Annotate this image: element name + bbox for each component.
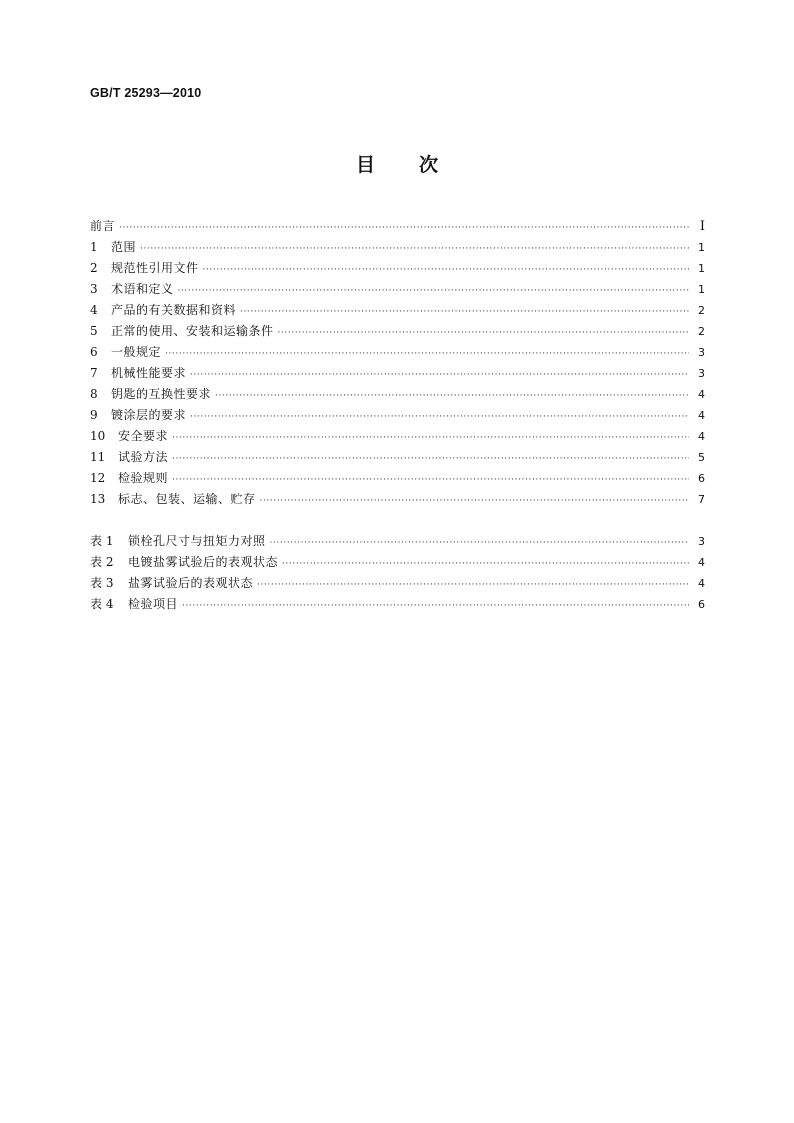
toc-entry-page: 3 (698, 367, 705, 380)
toc-entry-number: 10 (90, 429, 106, 443)
toc-entry-title: 正常的使用、安装和运输条件 (111, 324, 274, 338)
table-entry-title: 锁栓孔尺寸与扭矩力对照 (128, 534, 266, 548)
toc-entry-title: 钥匙的互换性要求 (111, 387, 212, 401)
table-entry-number: 表 2 (90, 555, 114, 569)
toc-entry[interactable] (90, 426, 705, 447)
table-entry-page: 4 (698, 577, 705, 590)
toc-entry-page: 4 (698, 430, 705, 443)
table-entry-page: 4 (698, 556, 705, 569)
dot-leader (140, 239, 689, 260)
toc-entry[interactable] (90, 258, 705, 279)
table-entry[interactable] (90, 531, 705, 552)
toc-entry-number: 13 (90, 492, 106, 506)
toc-entry-number: 6 (90, 345, 98, 359)
dot-leader (172, 449, 689, 470)
dot-leader (165, 344, 689, 365)
toc-entry-title: 规范性引用文件 (111, 261, 199, 275)
toc-entry-title: 镀涂层的要求 (111, 408, 187, 422)
toc-entry-title: 机械性能要求 (111, 366, 187, 380)
table-entry-number: 表 1 (90, 534, 114, 548)
toc-entry-page: 3 (698, 346, 705, 359)
toc-entry-number: 3 (90, 282, 98, 296)
toc-entry-page: 2 (698, 304, 705, 317)
toc-entry-page: 1 (698, 283, 705, 296)
toc-entry-number: 11 (90, 450, 106, 464)
dot-leader (270, 533, 689, 554)
toc-entry[interactable] (90, 237, 705, 258)
title-char-1: 目 (355, 154, 375, 176)
dot-leader (182, 596, 689, 617)
page-title (0, 150, 794, 177)
toc-entry-page: 6 (698, 472, 705, 485)
table-entry-title: 电镀盐雾试验后的表观状态 (128, 555, 279, 569)
toc-entry-page: 5 (698, 451, 705, 464)
toc-entry-title: 试验方法 (118, 450, 169, 464)
dot-leader (282, 554, 689, 575)
dot-leader (190, 365, 689, 386)
dot-leader (257, 575, 689, 596)
table-entry-title: 检验项目 (128, 597, 179, 611)
toc-entry-title: 标志、包装、运输、贮存 (118, 492, 256, 506)
toc-entry-page: 4 (698, 388, 705, 401)
toc-entry[interactable] (90, 279, 705, 300)
toc-entry[interactable] (90, 384, 705, 405)
toc-entry-title: 术语和定义 (111, 282, 174, 296)
toc-entry[interactable] (90, 363, 705, 384)
toc-entry-title: 检验规则 (118, 471, 169, 485)
table-entry-page: 6 (698, 598, 705, 611)
title-char-2: 次 (419, 154, 439, 176)
toc-entry-title: 范围 (111, 240, 137, 254)
table-entry[interactable] (90, 552, 705, 573)
dot-leader (190, 407, 689, 428)
table-entry[interactable] (90, 594, 705, 615)
toc-entry-number: 4 (90, 303, 98, 317)
toc-entry-number: 2 (90, 261, 98, 275)
toc-entry-page: 4 (698, 409, 705, 422)
toc-entry-title: 前言 (90, 219, 116, 233)
toc-entry-page: 1 (698, 262, 705, 275)
toc-list (90, 216, 705, 510)
toc-entry[interactable] (90, 342, 705, 363)
toc-entry[interactable] (90, 447, 705, 468)
toc-entry[interactable] (90, 468, 705, 489)
toc-entry-page: 1 (698, 241, 705, 254)
standard-code: GB/T 25293—2010 (90, 86, 202, 100)
toc-entry-title: 一般规定 (111, 345, 162, 359)
dot-leader (260, 491, 689, 512)
toc-entry[interactable] (90, 216, 705, 237)
dot-leader (178, 281, 689, 302)
toc-entry-page: 7 (698, 493, 705, 506)
dot-leader (240, 302, 689, 323)
toc-entry-number: 9 (90, 408, 98, 422)
dot-leader (203, 260, 689, 281)
dot-leader (172, 470, 689, 491)
dot-leader (119, 218, 689, 239)
toc-entry-title: 安全要求 (118, 429, 169, 443)
table-entry-page: 3 (698, 535, 705, 548)
toc-entry[interactable] (90, 405, 705, 426)
toc-entry[interactable] (90, 489, 705, 510)
dot-leader (172, 428, 689, 449)
dot-leader (278, 323, 689, 344)
toc-entry[interactable] (90, 321, 705, 342)
table-entry[interactable] (90, 573, 705, 594)
table-entry-title: 盐雾试验后的表观状态 (128, 576, 254, 590)
table-index-list (90, 531, 705, 615)
toc-entry[interactable] (90, 300, 705, 321)
toc-entry-number: 7 (90, 366, 98, 380)
toc-entry-number: 8 (90, 387, 98, 401)
toc-entry-page: Ⅰ (699, 219, 705, 234)
table-entry-number: 表 4 (90, 597, 114, 611)
toc-entry-number: 1 (90, 240, 98, 254)
toc-entry-title: 产品的有关数据和资料 (111, 303, 237, 317)
toc-entry-page: 2 (698, 325, 705, 338)
toc-entry-number: 12 (90, 471, 106, 485)
table-entry-number: 表 3 (90, 576, 114, 590)
toc-entry-number: 5 (90, 324, 98, 338)
dot-leader (215, 386, 689, 407)
